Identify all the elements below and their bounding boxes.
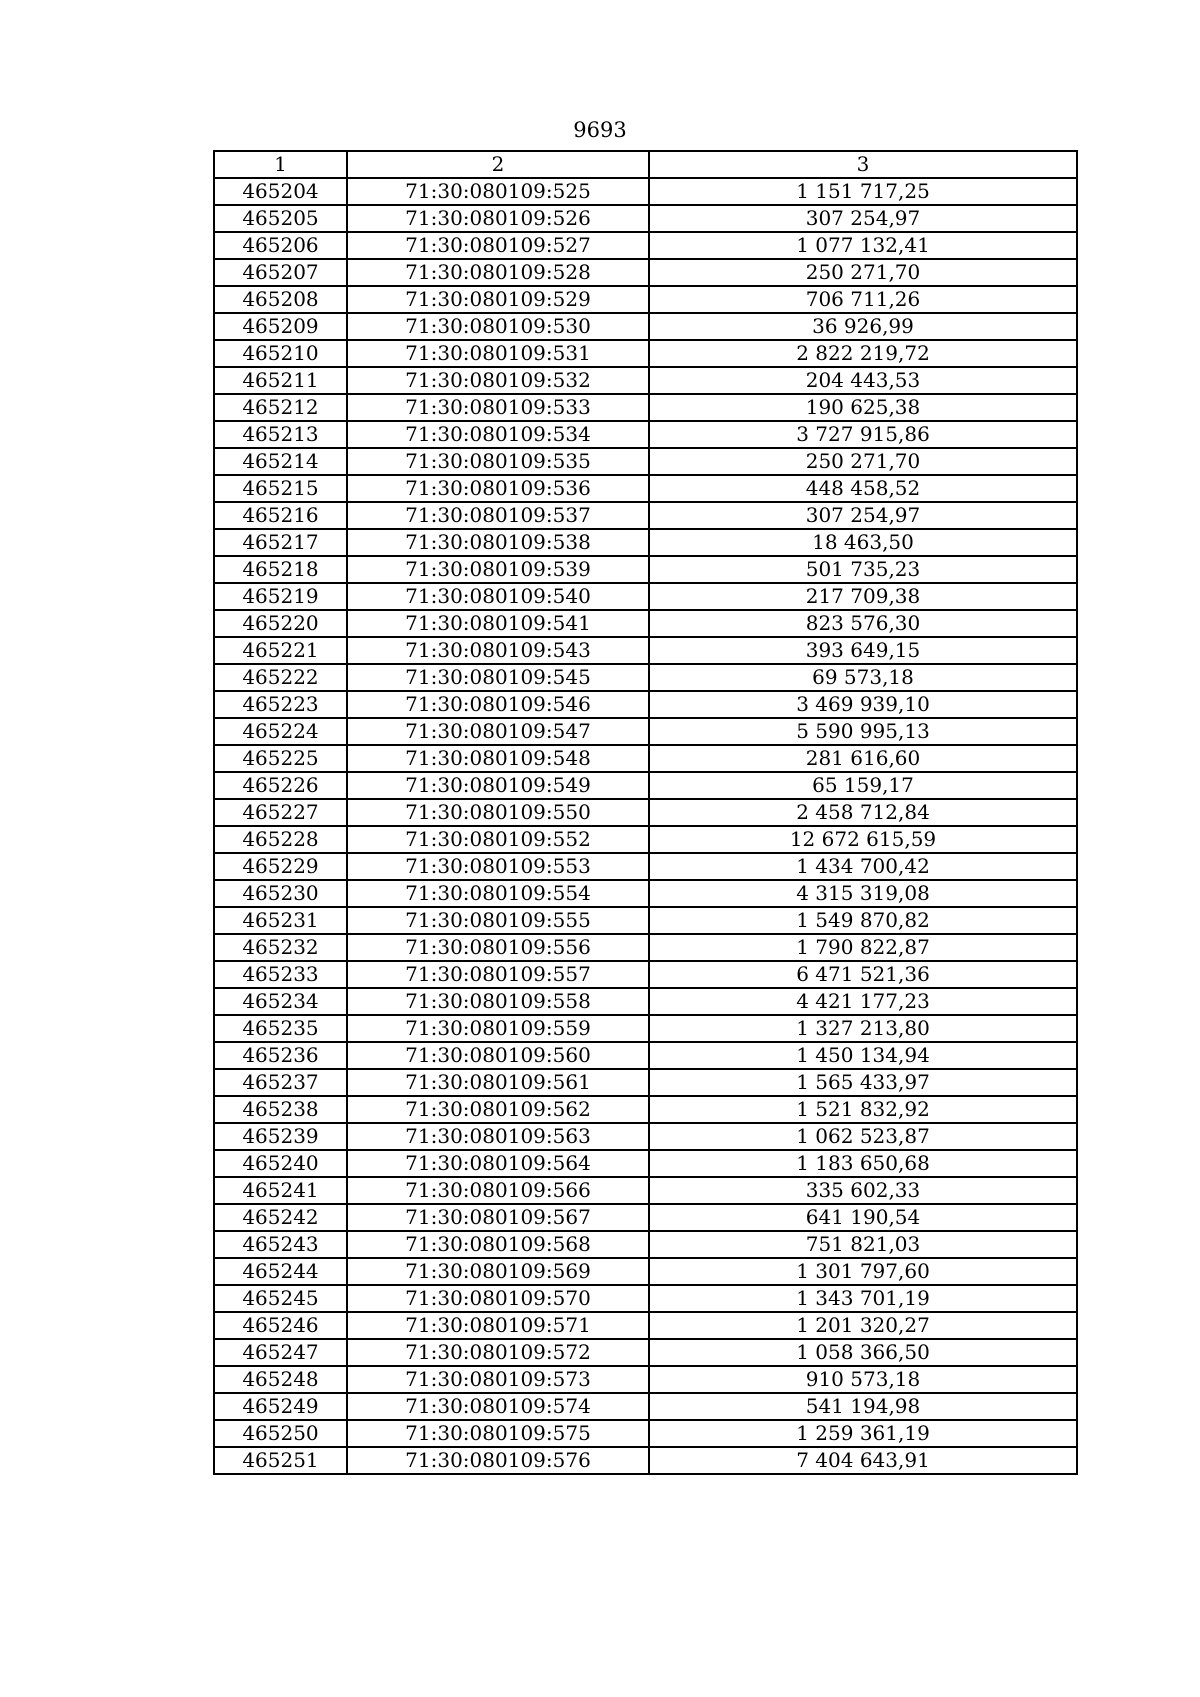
table-row: [214, 556, 1077, 583]
value-cell: 281 616,60: [649, 745, 1077, 772]
value-cell: 706 711,26: [649, 286, 1077, 313]
cadastral-number-cell: 71:30:080109:556: [347, 934, 649, 961]
row-number-cell: 465245: [214, 1285, 347, 1312]
cadastral-number-cell: 71:30:080109:540: [347, 583, 649, 610]
value-cell: 1 549 870,82: [649, 907, 1077, 934]
table-row: [214, 718, 1077, 745]
table-row: [214, 583, 1077, 610]
value-cell: 307 254,97: [649, 205, 1077, 232]
value-cell: 6 471 521,36: [649, 961, 1077, 988]
row-number-cell: 465242: [214, 1204, 347, 1231]
table-header: [214, 151, 1077, 178]
cadastral-number-cell: 71:30:080109:545: [347, 664, 649, 691]
row-number-cell: 465220: [214, 610, 347, 637]
table-row: [214, 745, 1077, 772]
value-cell: 1 434 700,42: [649, 853, 1077, 880]
cadastral-number-cell: 71:30:080109:560: [347, 1042, 649, 1069]
table-row: [214, 259, 1077, 286]
row-number-cell: 465204: [214, 178, 347, 205]
value-cell: 5 590 995,13: [649, 718, 1077, 745]
row-number-cell: 465228: [214, 826, 347, 853]
value-cell: 250 271,70: [649, 448, 1077, 475]
value-cell: 2 458 712,84: [649, 799, 1077, 826]
value-cell: 4 315 319,08: [649, 880, 1077, 907]
cadastral-number-cell: 71:30:080109:561: [347, 1069, 649, 1096]
row-number-cell: 465226: [214, 772, 347, 799]
table-row: [214, 853, 1077, 880]
table-row: [214, 1285, 1077, 1312]
value-cell: 1 450 134,94: [649, 1042, 1077, 1069]
value-cell: 1 077 132,41: [649, 232, 1077, 259]
row-number-cell: 465216: [214, 502, 347, 529]
row-number-cell: 465231: [214, 907, 347, 934]
cadastral-number-cell: 71:30:080109:575: [347, 1420, 649, 1447]
table-row: [214, 1258, 1077, 1285]
row-number-cell: 465219: [214, 583, 347, 610]
value-cell: 1 183 650,68: [649, 1150, 1077, 1177]
cadastral-number-cell: 71:30:080109:574: [347, 1393, 649, 1420]
table-body: [214, 178, 1077, 1474]
cadastral-number-cell: 71:30:080109:546: [347, 691, 649, 718]
value-cell: 1 565 433,97: [649, 1069, 1077, 1096]
table-row: [214, 367, 1077, 394]
table-row: [214, 232, 1077, 259]
table-row: [214, 610, 1077, 637]
cadastral-number-cell: 71:30:080109:535: [347, 448, 649, 475]
table-row: [214, 880, 1077, 907]
row-number-cell: 465233: [214, 961, 347, 988]
value-cell: 3 727 915,86: [649, 421, 1077, 448]
table-row: [214, 1042, 1077, 1069]
value-cell: 1 151 717,25: [649, 178, 1077, 205]
row-number-cell: 465240: [214, 1150, 347, 1177]
value-cell: 1 062 523,87: [649, 1123, 1077, 1150]
table-row: [214, 1096, 1077, 1123]
row-number-cell: 465250: [214, 1420, 347, 1447]
cadastral-number-cell: 71:30:080109:571: [347, 1312, 649, 1339]
value-cell: 3 469 939,10: [649, 691, 1077, 718]
data-table: [213, 150, 1078, 1475]
cadastral-number-cell: 71:30:080109:552: [347, 826, 649, 853]
row-number-cell: 465214: [214, 448, 347, 475]
table-row: [214, 529, 1077, 556]
row-number-cell: 465248: [214, 1366, 347, 1393]
value-cell: 641 190,54: [649, 1204, 1077, 1231]
row-number-cell: 465218: [214, 556, 347, 583]
cadastral-number-cell: 71:30:080109:527: [347, 232, 649, 259]
row-number-cell: 465229: [214, 853, 347, 880]
column-header-1: 1: [214, 151, 347, 178]
row-number-cell: 465239: [214, 1123, 347, 1150]
row-number-cell: 465208: [214, 286, 347, 313]
value-cell: 4 421 177,23: [649, 988, 1077, 1015]
cadastral-number-cell: 71:30:080109:570: [347, 1285, 649, 1312]
row-number-cell: 465230: [214, 880, 347, 907]
value-cell: 1 201 320,27: [649, 1312, 1077, 1339]
cadastral-number-cell: 71:30:080109:525: [347, 178, 649, 205]
cadastral-number-cell: 71:30:080109:529: [347, 286, 649, 313]
row-number-cell: 465217: [214, 529, 347, 556]
table-row: [214, 313, 1077, 340]
cadastral-number-cell: 71:30:080109:563: [347, 1123, 649, 1150]
value-cell: 541 194,98: [649, 1393, 1077, 1420]
row-number-cell: 465246: [214, 1312, 347, 1339]
value-cell: 1 301 797,60: [649, 1258, 1077, 1285]
cadastral-number-cell: 71:30:080109:558: [347, 988, 649, 1015]
table-row: [214, 1339, 1077, 1366]
value-cell: 1 343 701,19: [649, 1285, 1077, 1312]
cadastral-number-cell: 71:30:080109:533: [347, 394, 649, 421]
value-cell: 250 271,70: [649, 259, 1077, 286]
row-number-cell: 465232: [214, 934, 347, 961]
table-row: [214, 205, 1077, 232]
row-number-cell: 465251: [214, 1447, 347, 1474]
table-row: [214, 502, 1077, 529]
cadastral-number-cell: 71:30:080109:569: [347, 1258, 649, 1285]
cadastral-number-cell: 71:30:080109:541: [347, 610, 649, 637]
value-cell: 65 159,17: [649, 772, 1077, 799]
cadastral-number-cell: 71:30:080109:548: [347, 745, 649, 772]
table-row: [214, 1015, 1077, 1042]
column-header-2: 2: [347, 151, 649, 178]
value-cell: 18 463,50: [649, 529, 1077, 556]
cadastral-number-cell: 71:30:080109:554: [347, 880, 649, 907]
row-number-cell: 465211: [214, 367, 347, 394]
value-cell: 204 443,53: [649, 367, 1077, 394]
table-row: [214, 826, 1077, 853]
cadastral-number-cell: 71:30:080109:531: [347, 340, 649, 367]
row-number-cell: 465221: [214, 637, 347, 664]
table-row: [214, 1069, 1077, 1096]
table-row: [214, 178, 1077, 205]
row-number-cell: 465237: [214, 1069, 347, 1096]
table-row: [214, 1312, 1077, 1339]
table-row: [214, 637, 1077, 664]
row-number-cell: 465222: [214, 664, 347, 691]
row-number-cell: 465210: [214, 340, 347, 367]
cadastral-number-cell: 71:30:080109:543: [347, 637, 649, 664]
value-cell: 393 649,15: [649, 637, 1077, 664]
value-cell: 307 254,97: [649, 502, 1077, 529]
table-row: [214, 394, 1077, 421]
value-cell: 1 327 213,80: [649, 1015, 1077, 1042]
value-cell: 217 709,38: [649, 583, 1077, 610]
cadastral-number-cell: 71:30:080109:566: [347, 1177, 649, 1204]
row-number-cell: 465227: [214, 799, 347, 826]
row-number-cell: 465247: [214, 1339, 347, 1366]
table-row: [214, 421, 1077, 448]
cadastral-number-cell: 71:30:080109:572: [347, 1339, 649, 1366]
value-cell: 12 672 615,59: [649, 826, 1077, 853]
table-row: [214, 1123, 1077, 1150]
row-number-cell: 465225: [214, 745, 347, 772]
table-row: [214, 1420, 1077, 1447]
cadastral-number-cell: 71:30:080109:536: [347, 475, 649, 502]
table-row: [214, 340, 1077, 367]
table-row: [214, 475, 1077, 502]
column-header-3: 3: [649, 151, 1077, 178]
cadastral-number-cell: 71:30:080109:576: [347, 1447, 649, 1474]
table-row: [214, 1366, 1077, 1393]
value-cell: 190 625,38: [649, 394, 1077, 421]
cadastral-number-cell: 71:30:080109:550: [347, 799, 649, 826]
row-number-cell: 465238: [214, 1096, 347, 1123]
row-number-cell: 465244: [214, 1258, 347, 1285]
row-number-cell: 465241: [214, 1177, 347, 1204]
cadastral-number-cell: 71:30:080109:564: [347, 1150, 649, 1177]
table-row: [214, 772, 1077, 799]
cadastral-number-cell: 71:30:080109:568: [347, 1231, 649, 1258]
table-row: [214, 664, 1077, 691]
table-row: [214, 961, 1077, 988]
cadastral-number-cell: 71:30:080109:538: [347, 529, 649, 556]
value-cell: 69 573,18: [649, 664, 1077, 691]
value-cell: 1 259 361,19: [649, 1420, 1077, 1447]
table-row: [214, 691, 1077, 718]
value-cell: 751 821,03: [649, 1231, 1077, 1258]
table-row: [214, 1177, 1077, 1204]
row-number-cell: 465215: [214, 475, 347, 502]
cadastral-number-cell: 71:30:080109:537: [347, 502, 649, 529]
value-cell: 1 790 822,87: [649, 934, 1077, 961]
table-row: [214, 448, 1077, 475]
cadastral-number-cell: 71:30:080109:557: [347, 961, 649, 988]
row-number-cell: 465207: [214, 259, 347, 286]
row-number-cell: 465243: [214, 1231, 347, 1258]
cadastral-number-cell: 71:30:080109:573: [347, 1366, 649, 1393]
table-row: [214, 934, 1077, 961]
cadastral-number-cell: 71:30:080109:567: [347, 1204, 649, 1231]
cadastral-number-cell: 71:30:080109:553: [347, 853, 649, 880]
row-number-cell: 465205: [214, 205, 347, 232]
row-number-cell: 465223: [214, 691, 347, 718]
table-row: [214, 1150, 1077, 1177]
row-number-cell: 465206: [214, 232, 347, 259]
cadastral-number-cell: 71:30:080109:530: [347, 313, 649, 340]
table-row: [214, 799, 1077, 826]
row-number-cell: 465234: [214, 988, 347, 1015]
value-cell: 501 735,23: [649, 556, 1077, 583]
table-row: [214, 1231, 1077, 1258]
value-cell: 1 521 832,92: [649, 1096, 1077, 1123]
table-row: [214, 988, 1077, 1015]
value-cell: 335 602,33: [649, 1177, 1077, 1204]
value-cell: 7 404 643,91: [649, 1447, 1077, 1474]
row-number-cell: 465235: [214, 1015, 347, 1042]
cadastral-number-cell: 71:30:080109:555: [347, 907, 649, 934]
row-number-cell: 465236: [214, 1042, 347, 1069]
value-cell: 1 058 366,50: [649, 1339, 1077, 1366]
cadastral-number-cell: 71:30:080109:534: [347, 421, 649, 448]
row-number-cell: 465209: [214, 313, 347, 340]
cadastral-number-cell: 71:30:080109:528: [347, 259, 649, 286]
value-cell: 823 576,30: [649, 610, 1077, 637]
table-header-row: [214, 151, 1077, 178]
cadastral-number-cell: 71:30:080109:526: [347, 205, 649, 232]
row-number-cell: 465249: [214, 1393, 347, 1420]
row-number-cell: 465212: [214, 394, 347, 421]
cadastral-number-cell: 71:30:080109:562: [347, 1096, 649, 1123]
value-cell: 448 458,52: [649, 475, 1077, 502]
row-number-cell: 465213: [214, 421, 347, 448]
table-row: [214, 907, 1077, 934]
cadastral-number-cell: 71:30:080109:532: [347, 367, 649, 394]
table-row: [214, 1393, 1077, 1420]
cadastral-number-cell: 71:30:080109:547: [347, 718, 649, 745]
cadastral-number-cell: 71:30:080109:539: [347, 556, 649, 583]
cadastral-number-cell: 71:30:080109:559: [347, 1015, 649, 1042]
page-number: 9693: [573, 118, 627, 142]
row-number-cell: 465224: [214, 718, 347, 745]
value-cell: 2 822 219,72: [649, 340, 1077, 367]
value-cell: 36 926,99: [649, 313, 1077, 340]
value-cell: 910 573,18: [649, 1366, 1077, 1393]
table-row: [214, 1204, 1077, 1231]
cadastral-number-cell: 71:30:080109:549: [347, 772, 649, 799]
table-row: [214, 286, 1077, 313]
table-row: [214, 1447, 1077, 1474]
